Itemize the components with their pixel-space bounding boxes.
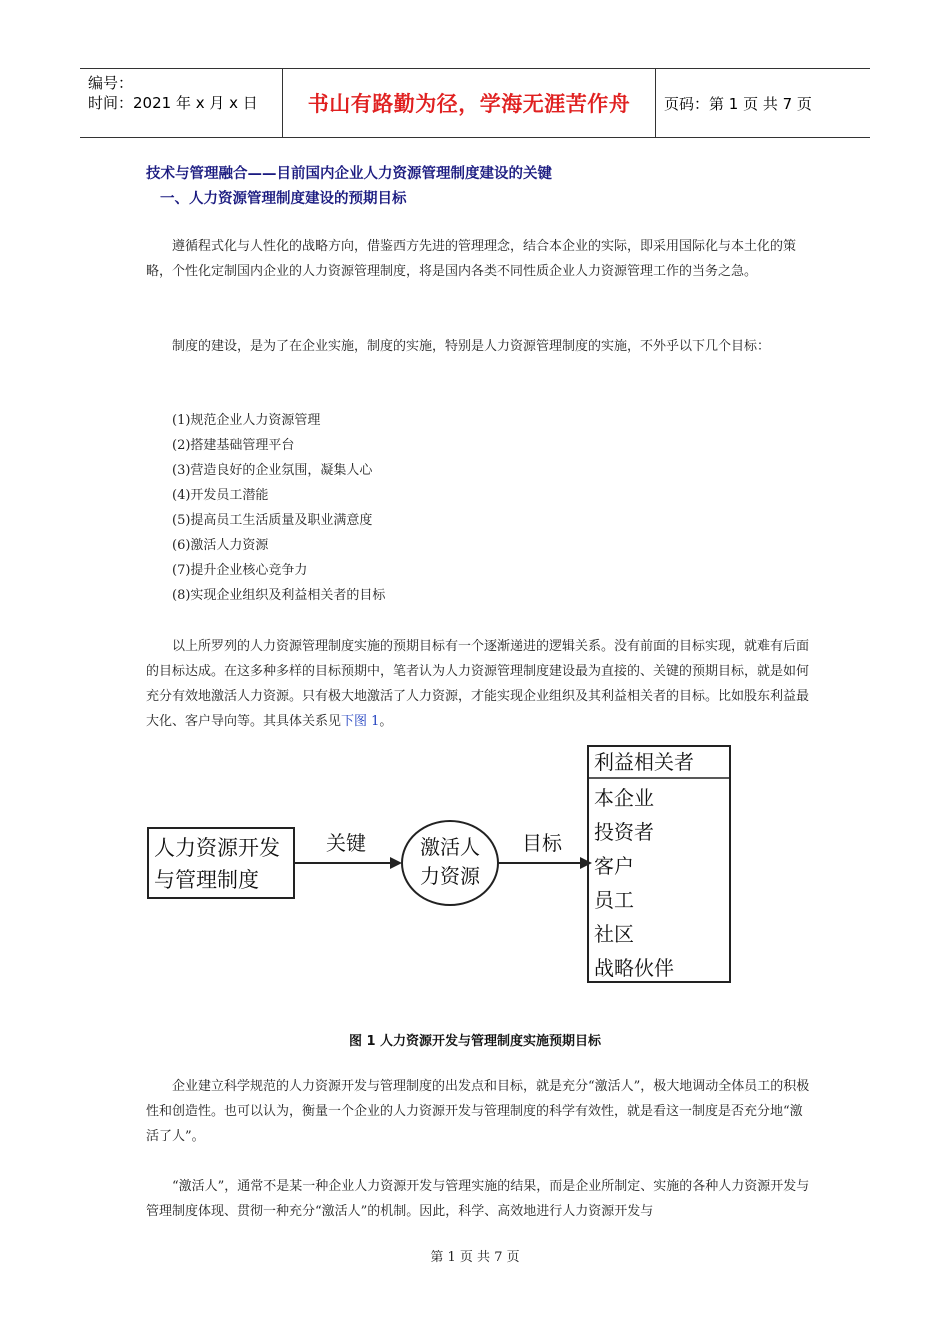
paragraph-3-end: 。 xyxy=(379,714,393,729)
figure-link[interactable]: 下图 1 xyxy=(341,714,380,729)
list-item: (8)实现企业组织及利益相关者的目标 xyxy=(172,588,386,603)
page-footer: 第 1 页 共 7 页 xyxy=(430,1250,520,1265)
arrow-goal-head xyxy=(580,857,592,869)
list-item: (5)提高员工生活质量及职业满意度 xyxy=(172,513,373,528)
paragraph-3 xyxy=(146,634,810,734)
paragraph-1: 遵循程式化与人性化的战略方向，借鉴西方先进的管理理念，结合本企业的实际，即采用国际化与本土化的策略，个性化定制国内企业的人力资源管理制度，将是国内各类不同性质企业人力资源管理工作的当务之急。 xyxy=(146,239,797,279)
list-item: (6)激活人力资源 xyxy=(172,538,269,553)
stakeholder-item: 客户 xyxy=(594,854,634,878)
document-title: 技术与管理融合——目前国内企业人力资源管理制度建设的关键 xyxy=(146,166,552,182)
paragraph-2: 制度的建设，是为了在企业实施，制度的实施，特别是人力资源管理制度的实施，不外乎以下几个目标： xyxy=(172,339,771,354)
motto-text: 书山有路勤为径，学海无涯苦作舟 xyxy=(307,92,631,116)
goals-list xyxy=(172,408,385,608)
header-motto-cell xyxy=(282,69,656,137)
paragraph-4: 企业建立科学规范的人力资源开发与管理制度的出发点和目标，就是充分“激活人”，极大地调动全体员工的积极性和创造性。也可以认为，衡量一个企业的人力资源开发与管理制度的科学有效性，就是看这一制度是否充分地“激活了人”。 xyxy=(146,1079,810,1144)
stakeholder-item: 战略伙伴 xyxy=(594,956,674,980)
paragraph-3-text: 以上所罗列的人力资源管理制度实施的预期目标有一个逐渐递进的逻辑关系。没有前面的目标实现，就难有后面的目标达成。在这多种多样的目标预期中，笔者认为人力资源管理制度建设最为直接的、关键的预期目标，就是如何充分有效地激活人力资源。只有极大地激活了人力资源，才能实现企业组织及其利益相关者的目标。比如股东利益最大化、客户导向等。其具体关系见 xyxy=(146,639,810,729)
hr-system-line1: 人力资源开发 xyxy=(154,836,280,860)
figure-caption: 图 1 人力资源开发与管理制度实施预期目标 xyxy=(348,1034,602,1049)
arrow-key-head xyxy=(390,857,402,869)
stakeholder-header: 利益相关者 xyxy=(594,750,694,774)
list-item: (7)提升企业核心竞争力 xyxy=(172,563,308,578)
paragraph-5: “激活人”，通常不是某一种企业人力资源开发与管理实施的结果，而是企业所制定、实施的各种人力资源开发与管理制度体现、贯彻一种充分“激活人”的机制。因此，科学、高效地进行人力资源开发与 xyxy=(146,1179,810,1219)
list-item: (4)开发员工潜能 xyxy=(172,488,269,503)
arrow-key-label: 关键 xyxy=(326,831,366,855)
stakeholder-item: 社区 xyxy=(594,922,634,946)
activate-hr-line1: 激活人 xyxy=(420,835,480,859)
activate-hr-circle xyxy=(402,821,498,905)
time-label: 时间：2021 年 x 月 x 日 xyxy=(88,94,258,112)
header-left-cell xyxy=(80,69,282,137)
list-item: (3)营造良好的企业氛围，凝集人心 xyxy=(172,463,373,478)
section-heading: 一、人力资源管理制度建设的预期目标 xyxy=(160,191,407,207)
stakeholder-item: 投资者 xyxy=(594,820,654,844)
number-label: 编号： xyxy=(88,74,134,92)
stakeholder-item: 本企业 xyxy=(594,786,654,810)
list-item: (1)规范企业人力资源管理 xyxy=(172,413,321,428)
stakeholder-item: 员工 xyxy=(594,888,634,912)
arrow-goal-label: 目标 xyxy=(522,831,562,855)
header-table xyxy=(80,68,870,138)
list-item: (2)搭建基础管理平台 xyxy=(172,438,295,453)
activate-hr-line2: 力资源 xyxy=(420,864,480,888)
header-page-info: 页码：第 1 页 共 7 页 xyxy=(664,94,812,113)
goal-diagram xyxy=(140,738,740,994)
hr-system-line2: 与管理制度 xyxy=(154,868,259,892)
